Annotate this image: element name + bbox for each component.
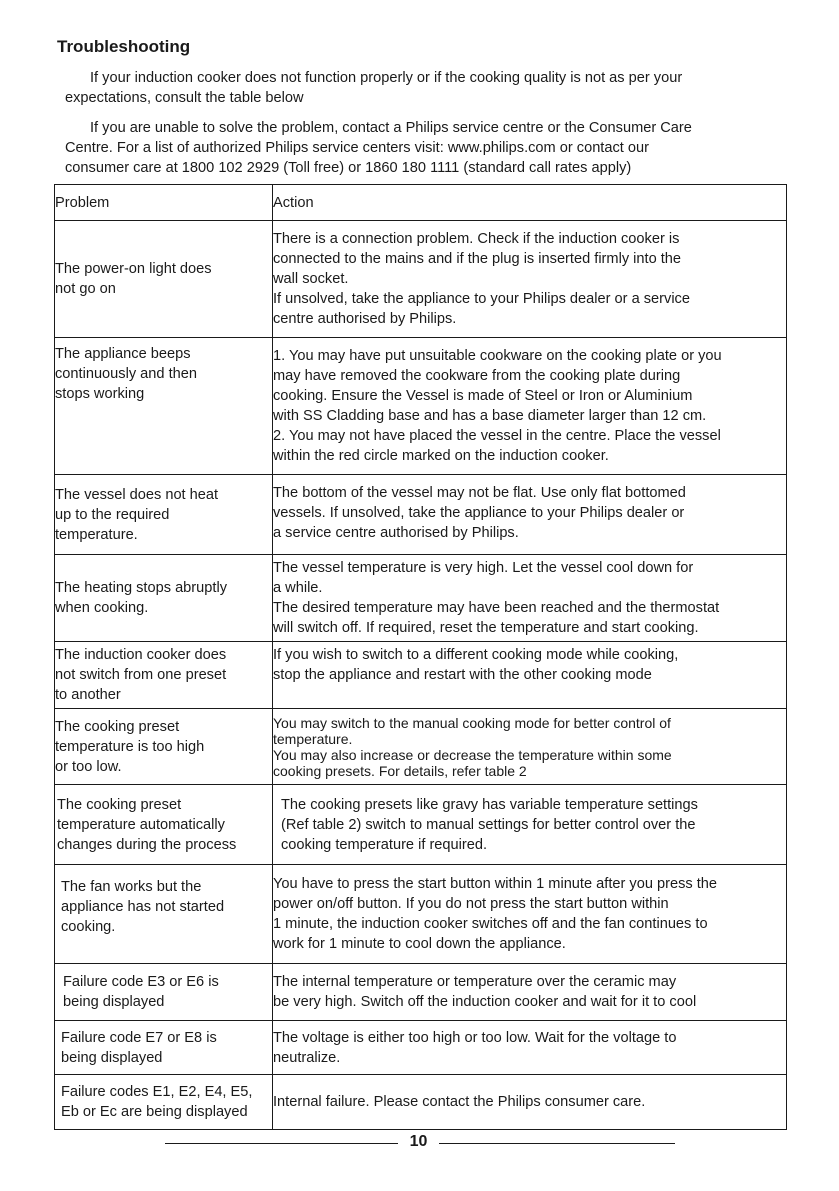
table-row bbox=[55, 555, 787, 642]
problem-cell bbox=[55, 1021, 273, 1075]
problem-line: to another bbox=[55, 687, 121, 703]
footer-rule bbox=[439, 1143, 675, 1144]
problem-line: The power-on light does bbox=[55, 261, 212, 277]
action-line: The desired temperature may have been reached and the thermostat bbox=[273, 600, 720, 616]
problem-line: continuously and then bbox=[55, 366, 197, 382]
problem-cell bbox=[55, 1075, 273, 1130]
action-line: a while. bbox=[273, 580, 323, 596]
action-line: wall socket. bbox=[273, 271, 349, 287]
action-line: 2. You may not have placed the vessel in the centre. Place the vessel bbox=[273, 428, 721, 444]
action-line: vessels. If unsolved, take the appliance to your Philips dealer or bbox=[273, 505, 685, 521]
action-cell bbox=[273, 1075, 787, 1130]
action-cell bbox=[273, 785, 787, 865]
problem-cell bbox=[55, 785, 273, 865]
action-line: 1. You may have put unsuitable cookware on the cooking plate or you bbox=[273, 348, 722, 364]
action-cell bbox=[273, 642, 787, 709]
action-line: within the red circle marked on the induction cooker. bbox=[273, 448, 609, 464]
action-line: centre authorised by Philips. bbox=[273, 311, 457, 327]
table-row bbox=[55, 964, 787, 1021]
action-line: If unsolved, take the appliance to your Philips dealer or a service bbox=[273, 291, 690, 307]
problem-line: The vessel does not heat bbox=[55, 486, 219, 503]
problem-line: appliance has not started bbox=[61, 899, 225, 915]
action-cell bbox=[273, 709, 787, 785]
troubleshooting-table bbox=[54, 184, 787, 1130]
action-line: stop the appliance and restart with the other cooking mode bbox=[273, 667, 652, 683]
action-cell bbox=[273, 555, 787, 642]
page-footer bbox=[165, 1133, 675, 1155]
action-line: be very high. Switch off the induction cooker and wait for it to cool bbox=[273, 994, 697, 1010]
action-column-header: Action bbox=[273, 185, 787, 221]
footer-rule bbox=[165, 1143, 398, 1144]
action-line: You may also increase or decrease the temperature within some bbox=[273, 746, 672, 763]
problem-cell bbox=[55, 865, 273, 964]
action-line: a service centre authorised by Philips. bbox=[273, 525, 519, 541]
problem-line: cooking. bbox=[61, 919, 116, 935]
problem-line: changes during the process bbox=[57, 836, 237, 853]
problem-line: The appliance beeps bbox=[55, 346, 191, 362]
action-line: may have removed the cookware from the cooking plate during bbox=[273, 368, 681, 384]
action-line: The bottom of the vessel may not be flat. Use only flat bottomed bbox=[273, 485, 686, 501]
action-line: The cooking presets like gravy has variable temperature settings bbox=[281, 796, 698, 813]
problem-line: being displayed bbox=[61, 1049, 163, 1066]
table-row bbox=[55, 785, 787, 865]
page-number: 10 bbox=[409, 1133, 428, 1150]
problem-column-header: Problem bbox=[55, 185, 273, 221]
problem-cell bbox=[55, 475, 273, 555]
action-cell bbox=[273, 964, 787, 1021]
problem-cell bbox=[55, 221, 273, 338]
problem-line: up to the required bbox=[55, 506, 170, 523]
problem-line: when cooking. bbox=[55, 600, 149, 616]
table-row bbox=[55, 338, 787, 475]
action-line: cooking presets. For details, refer table 2 bbox=[273, 762, 527, 779]
problem-line: The cooking preset bbox=[55, 718, 180, 735]
problem-line: Failure codes E1, E2, E4, E5, bbox=[61, 1084, 253, 1100]
problem-line: The cooking preset bbox=[57, 796, 182, 813]
action-line: (Ref table 2) switch to manual settings for better control over the bbox=[281, 816, 696, 833]
problem-line: temperature is too high bbox=[55, 738, 205, 755]
action-line: will switch off. If required, reset the temperature and start cooking. bbox=[273, 620, 699, 636]
action-line: The internal temperature or temperature over the ceramic may bbox=[273, 974, 677, 990]
action-cell bbox=[273, 475, 787, 555]
problem-line: Failure code E3 or E6 is bbox=[63, 974, 219, 990]
problem-line: not go on bbox=[55, 281, 116, 297]
problem-line: being displayed bbox=[63, 994, 165, 1010]
table-row bbox=[55, 475, 787, 555]
action-line: 1 minute, the induction cooker switches off and the fan continues to bbox=[273, 916, 708, 932]
action-line: You may switch to the manual cooking mode for better control of bbox=[273, 714, 671, 731]
table-row bbox=[55, 221, 787, 338]
table-row bbox=[55, 642, 787, 709]
action-line: There is a connection problem. Check if the induction cooker is bbox=[273, 231, 680, 247]
table-row bbox=[55, 1075, 787, 1130]
action-line: with SS Cladding base and has a base diameter larger than 12 cm. bbox=[273, 408, 707, 424]
table-row bbox=[55, 1021, 787, 1075]
action-line: You have to press the start button within 1 minute after you press the bbox=[273, 876, 718, 892]
problem-line: or too low. bbox=[55, 758, 122, 775]
contact-line: consumer care at 1800 102 2929 (Toll free) or 1860 180 1111 (standard call rates apply) bbox=[65, 160, 632, 176]
action-cell bbox=[273, 221, 787, 338]
contact-line: Centre. For a list of authorized Philips service centers visit: www.philips.com or contact our bbox=[65, 140, 649, 156]
action-line: The vessel temperature is very high. Let the vessel cool down for bbox=[273, 560, 694, 576]
action-line: If you wish to switch to a different cooking mode while cooking, bbox=[273, 647, 679, 663]
action-line: temperature. bbox=[273, 730, 353, 747]
action-line: The voltage is either too high or too low. Wait for the voltage to bbox=[273, 1029, 677, 1046]
problem-line: Eb or Ec are being displayed bbox=[61, 1104, 248, 1120]
action-line: cooking temperature if required. bbox=[281, 836, 488, 853]
problem-line: temperature. bbox=[55, 526, 138, 543]
intro-line: expectations, consult the table below bbox=[65, 90, 304, 106]
intro-paragraph bbox=[65, 68, 765, 108]
problem-cell bbox=[55, 555, 273, 642]
problem-cell bbox=[55, 964, 273, 1021]
page-heading: Troubleshooting bbox=[57, 37, 191, 56]
action-line: connected to the mains and if the plug is inserted firmly into the bbox=[273, 251, 682, 267]
contact-paragraph bbox=[65, 118, 765, 178]
action-line: cooking. Ensure the Vessel is made of Steel or Iron or Aluminium bbox=[273, 388, 693, 404]
action-cell bbox=[273, 338, 787, 475]
intro-line: If your induction cooker does not function properly or if the cooking quality is not as per your bbox=[90, 70, 683, 86]
problem-cell bbox=[55, 338, 273, 475]
action-cell bbox=[273, 1021, 787, 1075]
action-line: power on/off button. If you do not press the start button within bbox=[273, 896, 669, 912]
problem-cell bbox=[55, 642, 273, 709]
action-cell bbox=[273, 865, 787, 964]
problem-line: The induction cooker does bbox=[55, 647, 227, 663]
contact-line: If you are unable to solve the problem, contact a Philips service centre or the Consumer Care bbox=[90, 120, 692, 136]
problem-line: The heating stops abruptly bbox=[55, 580, 227, 596]
problem-line: The fan works but the bbox=[61, 879, 202, 895]
action-line: neutralize. bbox=[273, 1049, 341, 1066]
table-header-row bbox=[55, 185, 787, 221]
problem-line: stops working bbox=[55, 386, 145, 402]
problem-line: Failure code E7 or E8 is bbox=[61, 1029, 217, 1046]
problem-cell bbox=[55, 709, 273, 785]
action-line: Internal failure. Please contact the Philips consumer care. bbox=[273, 1094, 646, 1110]
action-line: work for 1 minute to cool down the appliance. bbox=[273, 936, 566, 952]
table-row bbox=[55, 865, 787, 964]
problem-line: not switch from one preset bbox=[55, 667, 227, 683]
table-row bbox=[55, 709, 787, 785]
problem-line: temperature automatically bbox=[57, 816, 225, 833]
